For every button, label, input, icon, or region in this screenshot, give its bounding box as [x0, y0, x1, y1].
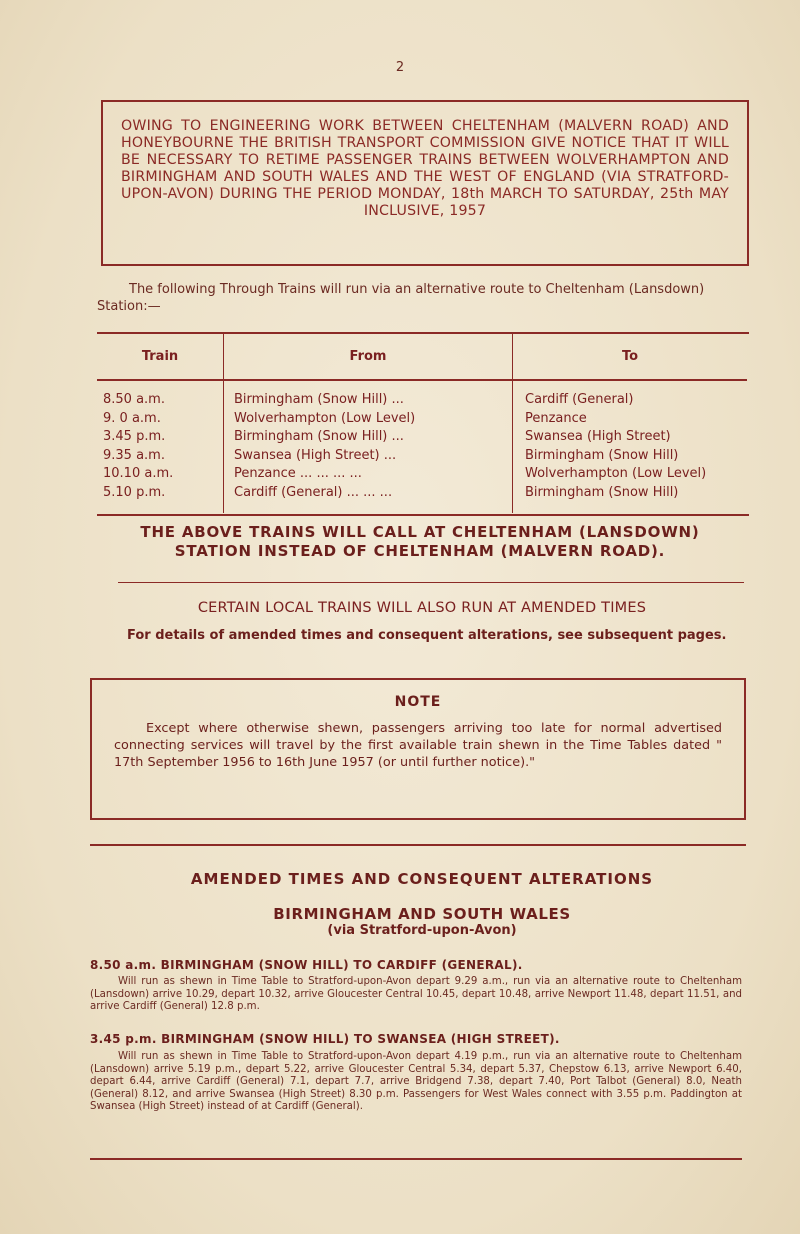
call-notice: [90, 523, 750, 561]
intro-text: The following Through Trains will run via an alternative route to Cheltenham (Lansdown) Station:—: [97, 282, 705, 314]
train-time: 9.35 a.m.: [103, 447, 165, 463]
subsection-title: BIRMINGHAM AND SOUTH WALES: [273, 905, 571, 923]
train-time: 8.50 a.m.: [103, 392, 165, 407]
section-title: AMENDED TIMES AND CONSEQUENT ALTERATIONS: [190, 870, 654, 888]
table-header-row: [97, 333, 747, 380]
table-body-row: [97, 380, 747, 513]
from-station: Cardiff (General) ... ... ...: [234, 484, 393, 500]
call-notice-line-1: THE ABOVE TRAINS WILL CALL AT CHELTENHAM (LANSDOWN): [140, 523, 700, 541]
details-text: For details of amended times and consequent alterations, see subsequent pages.: [127, 628, 727, 643]
local-trains-notice: CERTAIN LOCAL TRAINS WILL ALSO RUN AT AMENDED TIMES: [197, 600, 647, 616]
through-trains-table: [97, 333, 747, 513]
train-time: 5.10 p.m.: [103, 484, 166, 500]
from-station: Penzance ... ... ... ...: [234, 466, 362, 482]
to-station: Wolverhampton (Low Level): [525, 466, 707, 482]
section-rule: [90, 844, 746, 846]
to-station: Birmingham (Snow Hill): [525, 484, 679, 500]
note-box: [90, 678, 746, 820]
table-bottom-rule: [97, 514, 749, 516]
from-column: [224, 380, 513, 513]
entry-heading: 8.50 a.m. BIRMINGHAM (SNOW HILL) TO CARDIFF (GENERAL).: [90, 958, 523, 972]
entry-heading: 3.45 p.m. BIRMINGHAM (SNOW HILL) TO SWANSEA (HIGH STREET).: [90, 1032, 560, 1046]
engineering-notice-box: [101, 100, 749, 266]
from-station: Swansea (High Street) ...: [234, 447, 397, 463]
to-station: Swansea (High Street): [525, 429, 671, 445]
note-title: NOTE: [394, 694, 442, 710]
page-number: 2: [395, 60, 405, 75]
from-station: Wolverhampton (Low Level): [234, 410, 416, 426]
header-from: From: [224, 333, 513, 380]
to-station: Birmingham (Snow Hill): [525, 447, 679, 463]
from-station: Birmingham (Snow Hill) ...: [234, 429, 404, 445]
to-column: [513, 380, 748, 513]
train-column: [97, 380, 224, 513]
divider-rule: [118, 582, 744, 583]
bottom-rule: [90, 1158, 742, 1160]
entry-body: Will run as shewn in Time Table to Stratford-upon-Avon depart 9.29 a.m., run via an alternative route to Cheltenham (Lansdown) arrive 10.29, depart 10.32, arrive Gloucester Central 10.45, depart 10.48, arrive Newport 11.48, depart 11.51, and arrive Cardiff (General) 12.8 p.m.: [90, 976, 742, 1012]
entry-body: Will run as shewn in Time Table to Stratford-upon-Avon depart 4.19 p.m., run via an alternative route to Cheltenham (Lansdown) arrive 5.19 p.m., depart 5.22, arrive Gloucester Central 5.34, depart 5.37, Chepstow 6.13, arrive Newport 6.40, depart 6.44, arrive Cardiff (General) 7.1, depart 7.7, arrive Bridgend 7.38, depart 7.40, Port Talbot (General) 8.0, Neath (General) 8.12, and arrive Swansea (High Street) 8.30 p.m. Passengers for West Wales connect with 3.55 p.m. Paddington at Swansea (High Street) instead of at Cardiff (General).: [90, 1051, 742, 1112]
engineering-notice-text: OWING TO ENGINEERING WORK BETWEEN CHELTENHAM (MALVERN ROAD) AND HONEYBOURNE THE BRITISH TRANSPORT COMMISSION GIVE NOTICE THAT IT WILL BE NECESSARY TO RETIME PASSENGER TRAINS BETWEEN WOLVERHAMPTON AND BIRMINGHAM AND SOUTH WALES AND THE WEST OF ENGLAND (VIA STRATFORD-UPON-AVON) DURING THE PERIOD MONDAY, 18th MARCH TO SATURDAY, 25th MAY INCLUSIVE, 1957: [121, 118, 729, 219]
to-station: Cardiff (General): [525, 392, 634, 407]
train-time: 10.10 a.m.: [103, 466, 174, 482]
call-notice-line-2: STATION INSTEAD OF CHELTENHAM (MALVERN ROAD).: [174, 542, 666, 560]
train-time: 9. 0 a.m.: [103, 410, 161, 426]
from-station: Birmingham (Snow Hill) ...: [234, 392, 404, 407]
header-to: To: [513, 333, 748, 380]
header-train: Train: [97, 333, 224, 380]
to-station: Penzance: [525, 410, 587, 426]
note-body: Except where otherwise shewn, passengers arriving too late for normal advertised connecting services will travel by the first available train shewn in the Time Tables dated " 17th September 1956 to 16th June 1957 (or until further notice).": [114, 721, 722, 770]
subsection-note: (via Stratford-upon-Avon): [327, 923, 517, 938]
train-time: 3.45 p.m.: [103, 429, 166, 445]
